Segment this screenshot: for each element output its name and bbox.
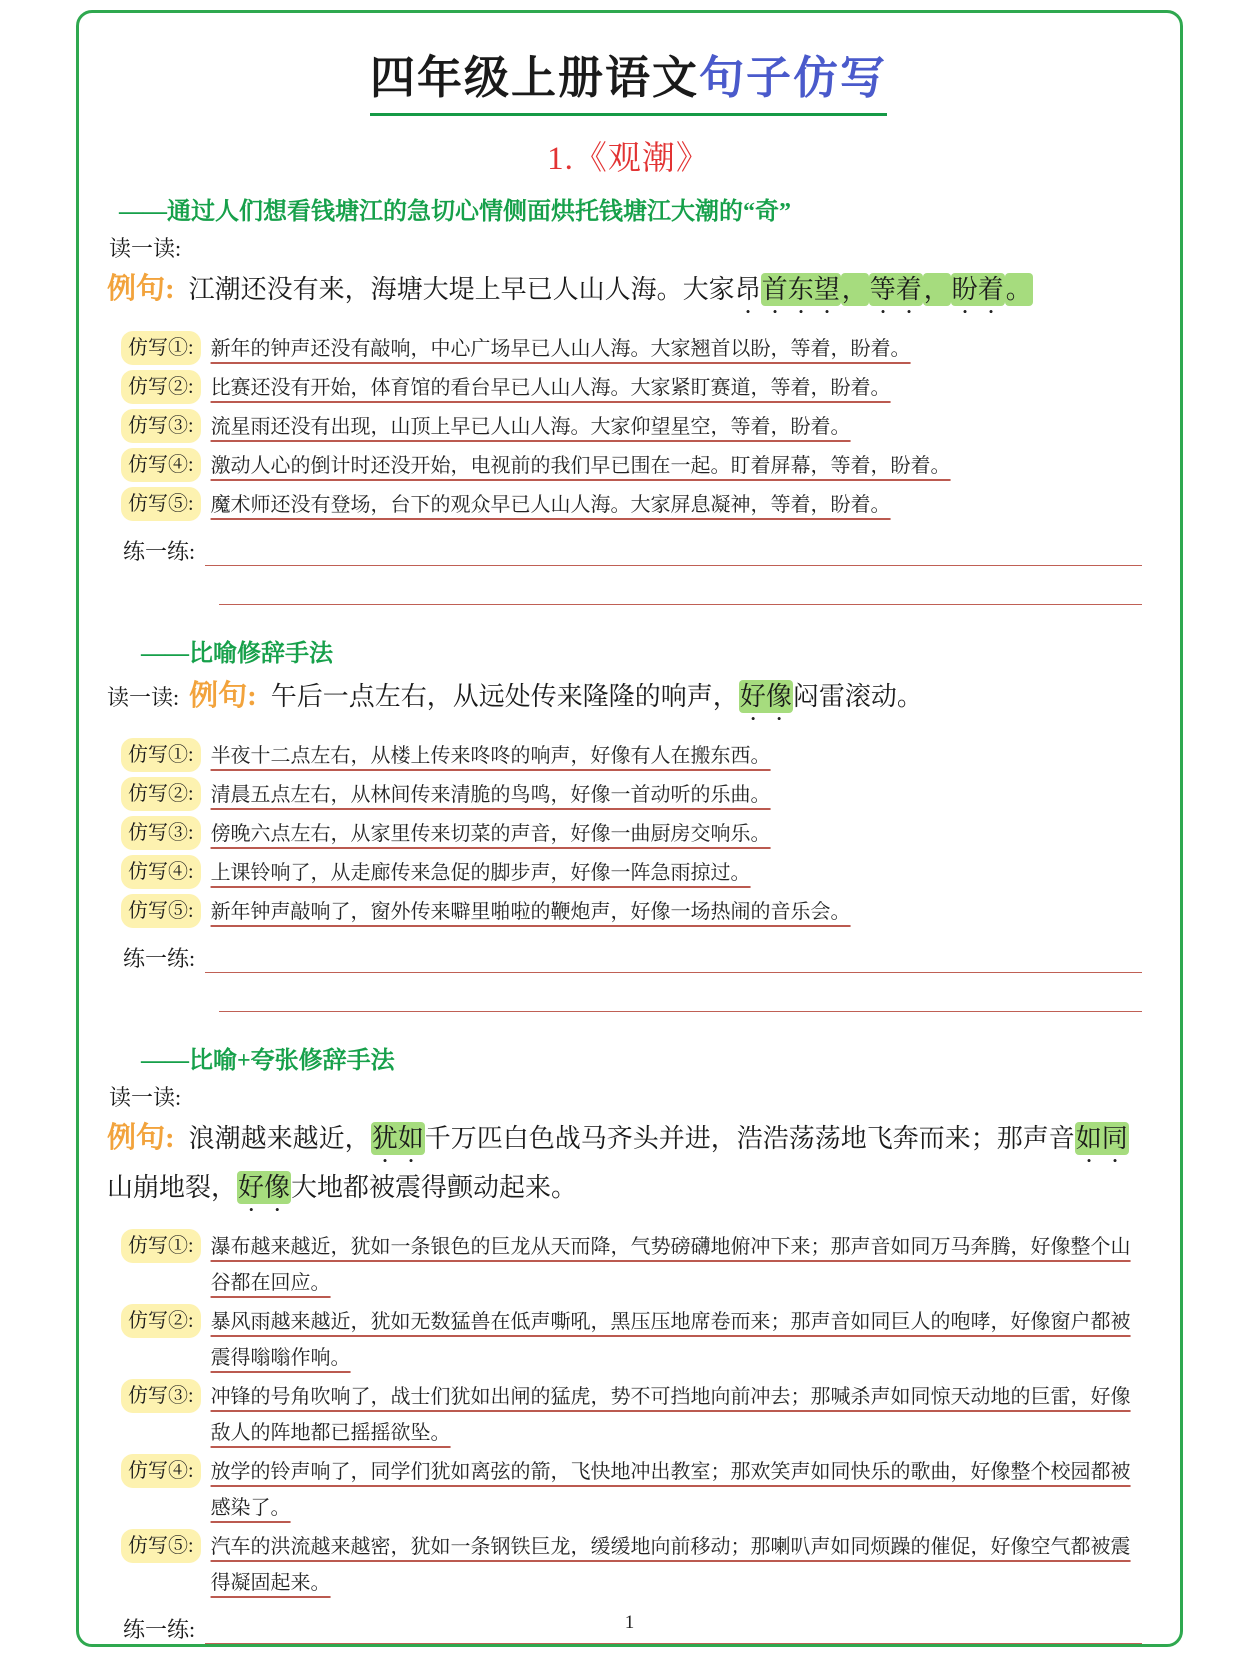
example-text-segment: 大地都被震得颤动起来。 xyxy=(291,1173,578,1202)
imitation-label: 仿写①: xyxy=(121,1229,201,1263)
page-number: 1 xyxy=(624,1612,635,1633)
title-black-part: 四年级上册语文 xyxy=(369,53,699,103)
imitation-item xyxy=(121,448,1150,484)
highlighted-word: 如同 xyxy=(1075,1124,1128,1153)
page-title xyxy=(107,41,1150,116)
imitation-list xyxy=(121,738,1150,930)
imitation-sentence: 傍晚六点左右，从家里传来切菜的声音，好像一曲厨房交响乐。 xyxy=(210,823,771,845)
practice-row xyxy=(123,535,1142,566)
imitation-sentence: 魔术师还没有登场，台下的观众早已人山人海。大家屏息凝神，等着，盼着。 xyxy=(210,494,891,516)
example-label: 例句: xyxy=(107,1122,175,1154)
example-text-segment: 江潮还没有来，海塘大堤上早已人山人海。大家 xyxy=(188,275,735,304)
example-paragraph xyxy=(107,1116,1150,1217)
example-label: 例句: xyxy=(189,680,257,712)
practice-label: 练一练: xyxy=(123,539,196,564)
imitation-label: 仿写③: xyxy=(121,816,201,850)
example-paragraph xyxy=(107,674,1150,726)
highlighted-word: ， xyxy=(841,275,868,304)
section-metaphor xyxy=(107,633,1150,1012)
highlighted-word: 首东望 xyxy=(761,275,840,304)
title-underline xyxy=(370,41,887,116)
imitation-label: 仿写②: xyxy=(121,777,201,811)
read-label: 读一读: xyxy=(109,236,182,261)
imitation-item xyxy=(121,894,1150,930)
imitation-label: 仿写②: xyxy=(121,1304,201,1338)
imitation-item xyxy=(121,409,1150,445)
imitation-label: 仿写①: xyxy=(121,738,201,772)
page-green-border xyxy=(76,10,1183,1647)
section-heading: ——通过人们想看钱塘江的急切心情侧面烘托钱塘江大潮的“奇” xyxy=(119,199,791,225)
practice-blank-line xyxy=(219,973,1142,1012)
highlighted-word: 。 xyxy=(1005,275,1032,304)
imitation-item xyxy=(121,1304,1150,1376)
practice-label: 练一练: xyxy=(123,1617,196,1642)
example-text-segment: 闷雷滚动。 xyxy=(792,682,923,711)
example-sentence xyxy=(189,273,1033,306)
imitation-item xyxy=(121,1529,1150,1601)
section-heading: ——比喻修辞手法 xyxy=(141,641,333,667)
practice-row xyxy=(123,942,1142,973)
highlighted-word: 好像 xyxy=(238,1173,291,1202)
imitation-label: 仿写③: xyxy=(121,409,201,443)
example-sentence xyxy=(107,1122,1129,1204)
example-text-segment: 山崩地裂， xyxy=(107,1173,238,1202)
lesson-title: 1.《观潮》 xyxy=(547,141,710,177)
example-text-segment: 千万匹白色战马齐头并进，浩浩荡荡地飞奔而来；那声音 xyxy=(424,1124,1075,1153)
read-label: 读一读: xyxy=(109,1085,182,1110)
section-heading: ——比喻+夸张修辞手法 xyxy=(141,1048,395,1074)
practice-blank-line xyxy=(219,566,1142,605)
highlighted-word: ， xyxy=(923,275,950,304)
example-label: 例句: xyxy=(107,273,175,305)
imitation-item xyxy=(121,1229,1150,1301)
highlighted-word: 好像 xyxy=(739,682,792,711)
imitation-sentence: 冲锋的号角吹响了，战士们犹如出闸的猛虎，势不可挡地向前冲去；那喊杀声如同惊天动地的巨雷，好像敌人的阵地都已摇摇欲坠。 xyxy=(210,1386,1131,1444)
imitation-sentence: 放学的铃声响了，同学们犹如离弦的箭，飞快地冲出教室；那欢笑声如同快乐的歌曲，好像整个校园都被感染了。 xyxy=(210,1461,1131,1519)
imitation-label: 仿写④: xyxy=(121,1454,201,1488)
example-text-segment: 午后一点左右，从远处传来隆隆的响声， xyxy=(270,682,739,711)
section-side-description xyxy=(107,191,1150,605)
imitation-item xyxy=(121,487,1150,523)
imitation-sentence: 激动人心的倒计时还没开始，电视前的我们早已围在一起。盯着屏幕，等着，盼着。 xyxy=(210,455,951,477)
imitation-list xyxy=(121,331,1150,523)
imitation-item xyxy=(121,816,1150,852)
imitation-item xyxy=(121,738,1150,774)
imitation-sentence: 上课铃响了，从走廊传来急促的脚步声，好像一阵急雨掠过。 xyxy=(210,862,751,884)
imitation-sentence: 暴风雨越来越近，犹如无数猛兽在低声嘶吼，黑压压地席卷而来；那声音如同巨人的咆哮，好像窗户都被震得嗡嗡作响。 xyxy=(210,1311,1131,1369)
example-text-segment: 浪潮越来越近， xyxy=(188,1124,371,1153)
imitation-sentence: 瀑布越来越近，犹如一条银色的巨龙从天而降，气势磅礴地俯冲下来；那声音如同万马奔腾，好像整个山谷都在回应。 xyxy=(210,1236,1131,1294)
imitation-sentence: 清晨五点左右，从林间传来清脆的鸟鸣，好像一首动听的乐曲。 xyxy=(210,784,771,806)
imitation-label: 仿写⑤: xyxy=(121,1529,201,1563)
imitation-label: 仿写③: xyxy=(121,1379,201,1413)
highlighted-word: 盼着 xyxy=(951,275,1004,304)
example-paragraph xyxy=(107,267,1150,319)
imitation-sentence: 新年钟声敲响了，窗外传来噼里啪啦的鞭炮声，好像一场热闹的音乐会。 xyxy=(210,901,851,923)
practice-block xyxy=(123,942,1142,1012)
highlighted-word: 犹如 xyxy=(371,1124,424,1153)
practice-label: 练一练: xyxy=(123,946,196,971)
imitation-label: 仿写④: xyxy=(121,448,201,482)
read-label: 读一读: xyxy=(107,685,180,710)
example-sentence xyxy=(271,680,923,713)
imitation-item xyxy=(121,370,1150,406)
imitation-sentence: 汽车的洪流越来越密，犹如一条钢铁巨龙，缓缓地向前移动；那喇叭声如同烦躁的催促，好像空气都被震得凝固起来。 xyxy=(210,1536,1131,1594)
imitation-label: 仿写⑤: xyxy=(121,487,201,521)
imitation-item xyxy=(121,331,1150,367)
imitation-sentence: 新年的钟声还没有敲响，中心广场早已人山人海。大家翘首以盼，等着，盼着。 xyxy=(210,338,911,360)
highlighted-word: 等着 xyxy=(869,275,922,304)
imitation-item xyxy=(121,855,1150,891)
imitation-list xyxy=(121,1229,1150,1601)
practice-block xyxy=(123,535,1142,605)
imitation-item xyxy=(121,1379,1150,1451)
imitation-item xyxy=(121,777,1150,813)
imitation-label: 仿写②: xyxy=(121,370,201,404)
practice-blank-line xyxy=(205,944,1142,973)
imitation-sentence: 比赛还没有开始，体育馆的看台早已人山人海。大家紧盯赛道，等着，盼着。 xyxy=(210,377,891,399)
imitation-label: 仿写⑤: xyxy=(121,894,201,928)
imitation-sentence: 半夜十二点左右，从楼上传来咚咚的响声，好像有人在搬东西。 xyxy=(210,745,771,767)
title-blue-part: 句子仿写 xyxy=(699,53,888,103)
imitation-item xyxy=(121,1454,1150,1526)
example-text-segment: 昂 xyxy=(734,275,761,304)
imitation-label: 仿写④: xyxy=(121,855,201,889)
imitation-sentence: 流星雨还没有出现，山顶上早已人山人海。大家仰望星空，等着，盼着。 xyxy=(210,416,851,438)
practice-blank-line xyxy=(205,537,1142,566)
imitation-label: 仿写①: xyxy=(121,331,201,365)
section-metaphor-hyperbole xyxy=(107,1040,1150,1644)
